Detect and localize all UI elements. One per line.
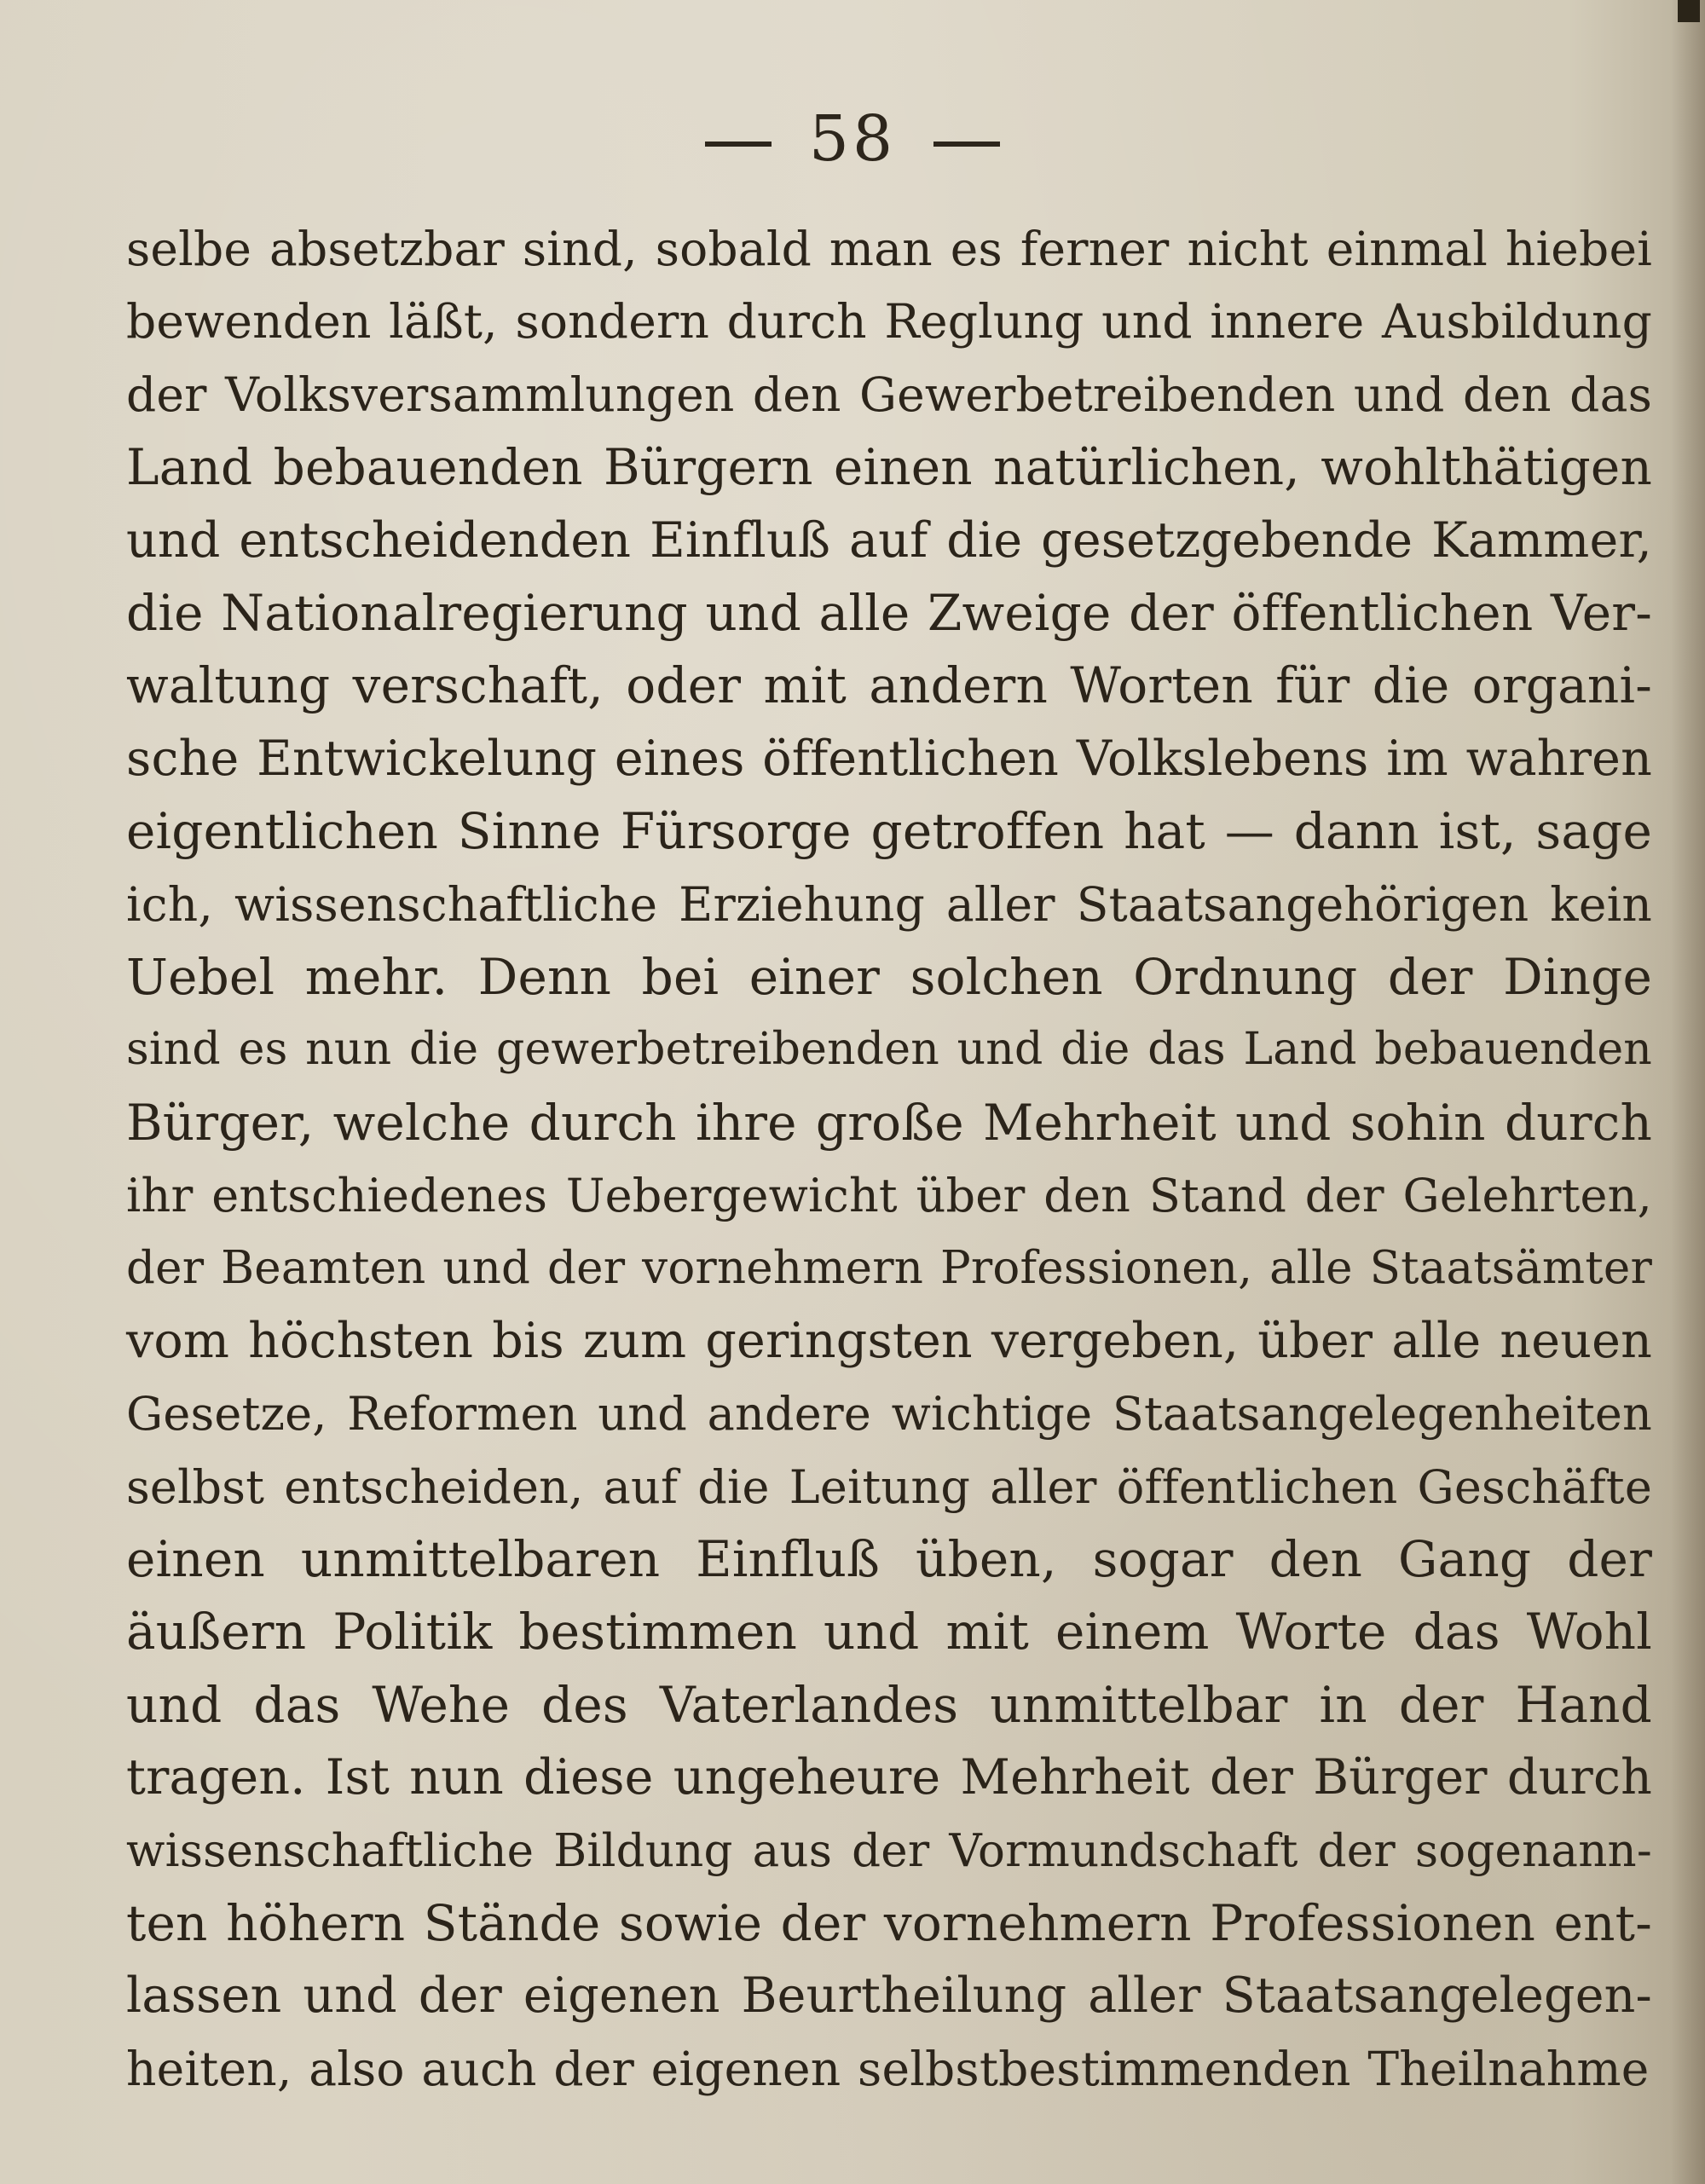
text-line: wissenschaftliche Bildung aus der Vormundschaft der sogenann- [126, 1824, 1652, 1877]
page-number-value: 58 [808, 102, 897, 176]
text-line: ihr entschiedenes Uebergewicht über den Stand der Gelehrten, [126, 1169, 1652, 1223]
page-number [0, 101, 1705, 177]
body-text [126, 213, 1652, 2106]
text-line: Uebel mehr. Denn bei einer solchen Ordnung der Dinge [126, 947, 1652, 1006]
text-line: die Nationalregierung und alle Zweige der öffentlichen Ver- [126, 583, 1653, 642]
text-line: waltung verschaft, oder mit andern Worten für die organi- [126, 656, 1652, 715]
text-line: und entscheidenden Einfluß auf die gesetzgebende Kammer, [126, 511, 1652, 569]
text-line: Land bebauenden Bürgern einen natürlichen, wohlthätigen [126, 438, 1652, 497]
text-line: äußern Politik bestimmen und mit einem Worte das Wohl [126, 1603, 1652, 1661]
page-edge-shadow [1671, 0, 1705, 2184]
text-line: der Beamten und der vornehmern Professionen, alle Staatsämter [126, 1242, 1652, 1295]
text-line: heiten, also auch der eigenen selbstbestimmenden Theilnahme [126, 2041, 1650, 2096]
text-line: bewenden läßt, sondern durch Reglung und innere Ausbildung [126, 294, 1652, 350]
text-line: einen unmittelbaren Einfluß üben, sogar den Gang der [126, 1530, 1652, 1589]
text-line: der Volksversammlungen den Gewerbetreibenden und den das [126, 367, 1652, 422]
text-line: tragen. Ist nun diese ungeheure Mehrheit der Bürger durch [126, 1749, 1652, 1806]
text-line: Gesetze, Reformen und andere wichtige Staatsangelegenheiten [126, 1387, 1652, 1442]
text-line: ten höhern Stände sowie der vornehmern Professionen ent- [126, 1893, 1652, 1952]
text-line: sche Entwickelung eines öffentlichen Volkslebens im wahren [126, 730, 1652, 787]
text-line: sind es nun die gewerbetreibenden und die das Land bebauenden [126, 1024, 1652, 1076]
text-line: selbst entscheiden, auf die Leitung aller öffentlichen Geschäfte [126, 1459, 1652, 1514]
text-line: ich, wissenschaftliche Erziehung aller Staatsangehörigen kein [126, 876, 1652, 932]
corner-mark [1678, 0, 1700, 22]
text-line: eigentlichen Sinne Fürsorge getroffen hat — dann ist, sage [126, 802, 1652, 861]
text-line: vom höchsten bis zum geringsten vergeben, über alle neuen [126, 1312, 1652, 1369]
dash-right [933, 142, 1000, 147]
text-line: Bürger, welche durch ihre große Mehrheit und sohin durch [126, 1093, 1652, 1152]
text-line: und das Wehe des Vaterlandes unmittelbar in der Hand [126, 1675, 1652, 1734]
text-line: selbe absetzbar sind, sobald man es ferner nicht einmal hiebei [126, 222, 1652, 276]
dash-left [705, 142, 772, 147]
text-line: lassen und der eigenen Beurtheilung aller Staatsangelegen- [126, 1967, 1652, 2025]
